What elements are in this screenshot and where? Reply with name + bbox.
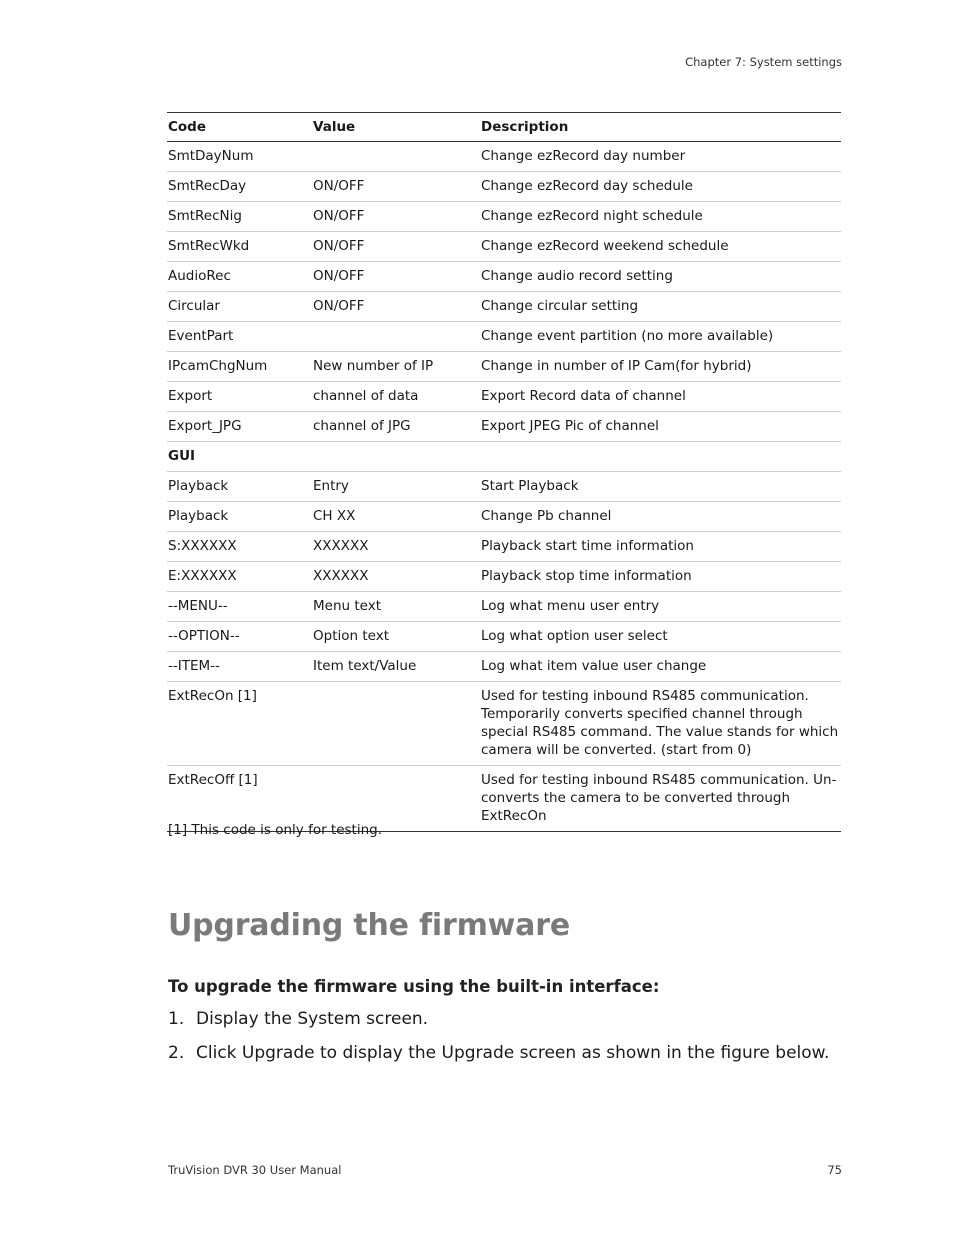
footer-page-number: 75	[827, 1163, 842, 1177]
cell-value: ON/OFF	[312, 172, 480, 202]
cell-code: Playback	[167, 502, 312, 532]
cell-description: Change event partition (no more available)	[480, 322, 841, 352]
cell-value: ON/OFF	[312, 262, 480, 292]
cell-value: channel of data	[312, 382, 480, 412]
cell-description: Playback stop time information	[480, 562, 841, 592]
table-row	[167, 232, 841, 262]
cell-description: Change in number of IP Cam(for hybrid)	[480, 352, 841, 382]
cell-description: Log what option user select	[480, 622, 841, 652]
cell-value: Entry	[312, 472, 480, 502]
cell-description: Log what menu user entry	[480, 592, 841, 622]
table-row	[167, 202, 841, 232]
cell-description: Change ezRecord day number	[480, 142, 841, 172]
cell-code: AudioRec	[167, 262, 312, 292]
cell-description: Change ezRecord weekend schedule	[480, 232, 841, 262]
table-row	[167, 412, 841, 442]
table-row	[167, 142, 841, 172]
step-number: 1.	[168, 1009, 185, 1029]
cell-description: Used for testing inbound RS485 communication. Temporarily converts specified channel through special RS485 command. The value stands for which camera will be converted. (start from 0)	[480, 682, 841, 766]
column-header-value: Value	[312, 113, 480, 142]
table-header-row	[167, 113, 841, 142]
table-row	[167, 532, 841, 562]
step-number: 2.	[168, 1043, 185, 1063]
table-row	[167, 562, 841, 592]
table-row	[167, 682, 841, 766]
step-item	[168, 1042, 842, 1064]
cell-value: ON/OFF	[312, 232, 480, 262]
cell-value: Option text	[312, 622, 480, 652]
cell-code: --OPTION--	[167, 622, 312, 652]
cell-description: Export JPEG Pic of channel	[480, 412, 841, 442]
table-row	[167, 262, 841, 292]
cell-code: --MENU--	[167, 592, 312, 622]
table-row	[167, 622, 841, 652]
cell-description: Change ezRecord day schedule	[480, 172, 841, 202]
cell-code: Circular	[167, 292, 312, 322]
cell-code: E:XXXXXX	[167, 562, 312, 592]
footer-manual-title: TruVision DVR 30 User Manual	[168, 1163, 342, 1177]
table-row	[167, 502, 841, 532]
cell-value: New number of IP	[312, 352, 480, 382]
table-row	[167, 652, 841, 682]
table-row	[167, 472, 841, 502]
cell-value	[312, 322, 480, 352]
step-text: Click Upgrade to display the Upgrade screen as shown in the figure below.	[196, 1043, 830, 1063]
table-footnote: [1] This code is only for testing.	[168, 822, 383, 838]
cell-value	[312, 442, 480, 472]
cell-code: --ITEM--	[167, 652, 312, 682]
cell-code: Playback	[167, 472, 312, 502]
cell-description: Change Pb channel	[480, 502, 841, 532]
section-title: Upgrading the firmware	[168, 908, 570, 943]
cell-code: IPcamChgNum	[167, 352, 312, 382]
codes-table-container	[167, 112, 841, 832]
cell-code: ExtRecOn [1]	[167, 682, 312, 766]
column-header-description: Description	[480, 113, 841, 142]
cell-value: CH XX	[312, 502, 480, 532]
cell-value	[312, 142, 480, 172]
cell-description: Playback start time information	[480, 532, 841, 562]
cell-code: EventPart	[167, 322, 312, 352]
cell-description: Export Record data of channel	[480, 382, 841, 412]
procedure-title: To upgrade the firmware using the built-in interface:	[168, 977, 660, 996]
cell-code: GUI	[167, 442, 312, 472]
step-item	[168, 1008, 842, 1030]
table-row	[167, 292, 841, 322]
cell-code: SmtRecNig	[167, 202, 312, 232]
running-header: Chapter 7: System settings	[685, 55, 842, 69]
cell-value: XXXXXX	[312, 562, 480, 592]
cell-description: Start Playback	[480, 472, 841, 502]
cell-code: S:XXXXXX	[167, 532, 312, 562]
table-row	[167, 322, 841, 352]
cell-code: SmtRecWkd	[167, 232, 312, 262]
cell-value: ON/OFF	[312, 202, 480, 232]
cell-value: ON/OFF	[312, 292, 480, 322]
cell-description: Used for testing inbound RS485 communication. Un-converts the camera to be converted through ExtRecOn	[481, 772, 837, 824]
table-row	[167, 172, 841, 202]
codes-table	[167, 112, 841, 832]
cell-value: Menu text	[312, 592, 480, 622]
table-row	[167, 382, 841, 412]
cell-code: SmtDayNum	[167, 142, 312, 172]
column-header-code: Code	[167, 113, 312, 142]
cell-description	[480, 442, 841, 472]
cell-code: Export_JPG	[167, 412, 312, 442]
cell-code: Export	[167, 382, 312, 412]
cell-value: XXXXXX	[312, 532, 480, 562]
cell-description: Change audio record setting	[480, 262, 841, 292]
cell-value	[312, 682, 480, 766]
step-text: Display the System screen.	[196, 1009, 429, 1029]
table-row	[167, 352, 841, 382]
table-body	[167, 142, 841, 832]
table-section-row	[167, 442, 841, 472]
cell-description: Log what item value user change	[480, 652, 841, 682]
table-row	[167, 592, 841, 622]
cell-description: Change ezRecord night schedule	[480, 202, 841, 232]
cell-code: ExtRecOff [1]	[168, 772, 258, 788]
cell-value: channel of JPG	[312, 412, 480, 442]
cell-value: Item text/Value	[312, 652, 480, 682]
cell-code: SmtRecDay	[167, 172, 312, 202]
procedure-steps	[168, 1008, 842, 1076]
cell-description: Change circular setting	[480, 292, 841, 322]
